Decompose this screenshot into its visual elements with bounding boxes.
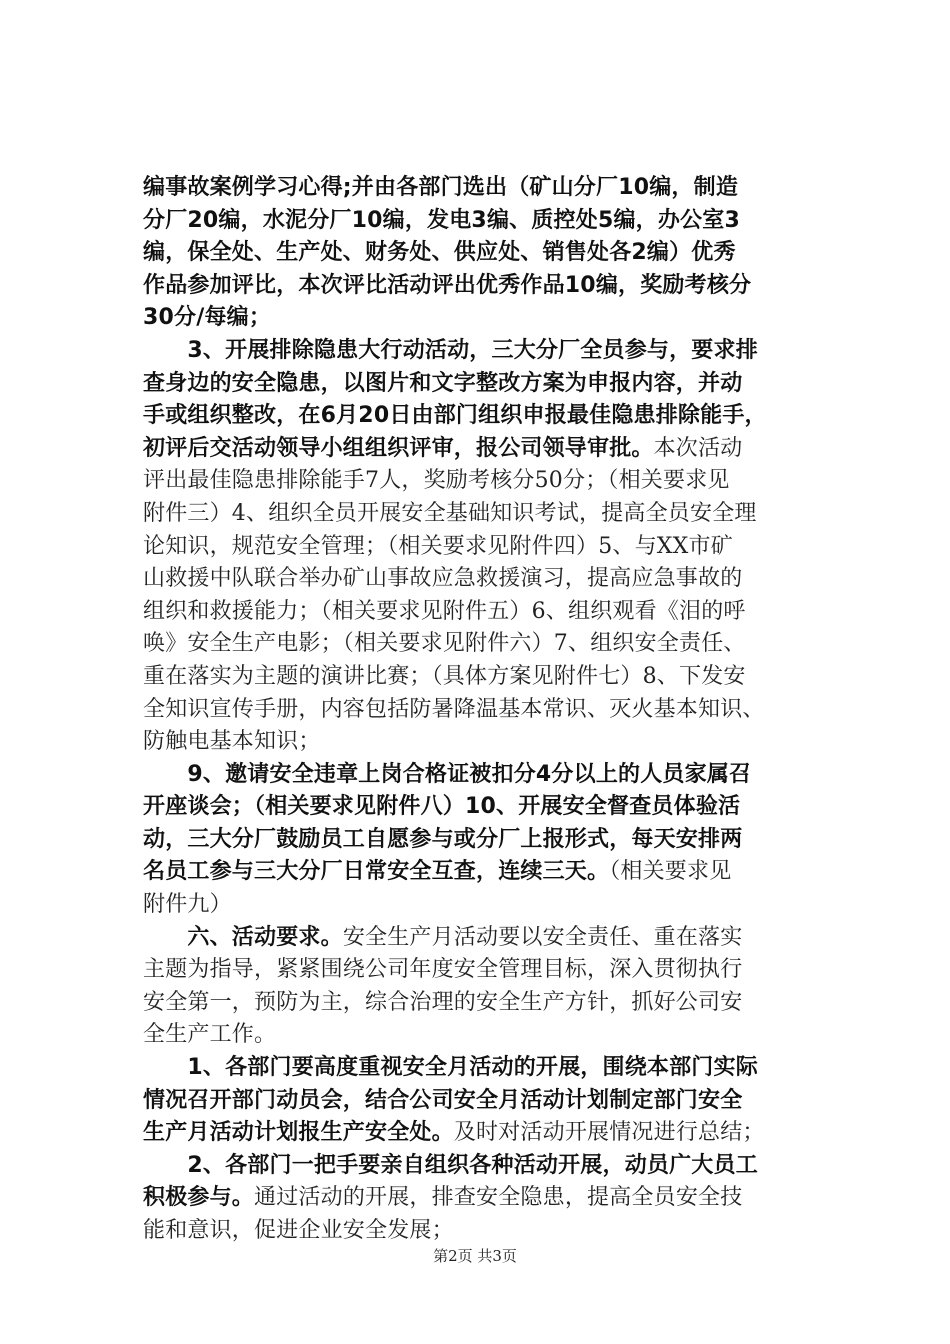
bold-segment: 情况召开部门动员会，结合公司安全月活动计划制定部门安全 bbox=[143, 1087, 743, 1113]
regular-segment: 全生产工作。 bbox=[143, 1022, 277, 1048]
text-line bbox=[143, 237, 843, 270]
text-line bbox=[143, 824, 843, 857]
regular-segment: 评出最佳隐患排除能手7人，奖励考核分50分；（相关要求见 bbox=[143, 468, 730, 494]
bold-segment: 手或组织整改，在6月20日由部门组织申报最佳隐患排除能手， bbox=[143, 403, 767, 429]
regular-segment: 防触电基本知识； bbox=[143, 729, 321, 755]
bold-segment: 查身边的安全隐患，以图片和文字整改方案为申报内容，并动 bbox=[143, 370, 743, 396]
body-text bbox=[143, 172, 843, 1248]
regular-segment: 安全生产月活动要以安全责任、重在落实 bbox=[342, 924, 743, 950]
text-line bbox=[143, 694, 843, 727]
text-line bbox=[143, 1117, 843, 1150]
text-line bbox=[143, 335, 843, 368]
bold-segment: 初评后交活动领导小组组织评审，报公司领导审批。 bbox=[143, 435, 654, 461]
regular-segment: 全知识宣传手册，内容包括防暑降温基本常识、灭火基本知识、 bbox=[143, 696, 765, 722]
bold-segment: 30分/每编； bbox=[143, 305, 272, 331]
text-line bbox=[143, 465, 843, 498]
text-line bbox=[143, 791, 843, 824]
text-line bbox=[143, 1182, 843, 1215]
text-line bbox=[143, 1215, 843, 1248]
text-line bbox=[143, 400, 843, 433]
bold-segment: 分厂20编，水泥分厂10编，发电3编、质控处5编，办公室3 bbox=[143, 207, 740, 233]
regular-segment: 能和意识，促进企业安全发展； bbox=[143, 1218, 454, 1243]
text-line bbox=[143, 987, 843, 1020]
regular-segment: 重在落实为主题的演讲比赛；（具体方案见附件七）8、下发安 bbox=[143, 663, 746, 689]
text-line bbox=[143, 661, 843, 694]
text-line bbox=[143, 531, 843, 564]
regular-segment: 及时对活动开展情况进行总结； bbox=[453, 1120, 765, 1146]
regular-segment: 唤》安全生产电影；（相关要求见附件六）7、组织安全责任、 bbox=[143, 631, 746, 657]
text-line bbox=[143, 1150, 843, 1183]
text-line bbox=[143, 433, 843, 466]
bold-segment: 编事故案例学习心得;并由各部门选出（矿山分厂10编，制造 bbox=[143, 175, 739, 200]
regular-segment: 附件三）4、组织全员开展安全基础知识考试，提高全员安全理 bbox=[143, 500, 757, 526]
text-line bbox=[143, 889, 843, 922]
bold-segment: 9、邀请安全违章上岗合格证被扣分4分以上的人员家属召 bbox=[143, 761, 752, 787]
text-line bbox=[143, 172, 843, 205]
regular-segment: 附件九） bbox=[143, 892, 232, 918]
bold-segment: 1、各部门要高度重视安全月活动的开展，围绕本部门实际 bbox=[143, 1055, 758, 1081]
text-line bbox=[143, 205, 843, 238]
regular-segment: 主题为指导，紧紧围绕公司年度安全管理目标，深入贯彻执行 bbox=[143, 957, 743, 983]
regular-segment: 山救援中队联合举办矿山事故应急救援演习，提高应急事故的 bbox=[143, 566, 743, 592]
regular-segment: 组织和救援能力；（相关要求见附件五）6、组织观看《泪的呼 bbox=[143, 598, 746, 624]
text-line bbox=[143, 1019, 843, 1052]
text-line bbox=[143, 1052, 843, 1085]
bold-segment: 六、活动要求。 bbox=[143, 924, 343, 950]
text-line bbox=[143, 270, 843, 303]
text-line bbox=[143, 922, 843, 955]
text-line bbox=[143, 563, 843, 596]
text-line bbox=[143, 596, 843, 629]
regular-segment: 本次活动 bbox=[653, 435, 743, 461]
text-line bbox=[143, 302, 843, 335]
page-footer: 第2页 共3页 bbox=[433, 1247, 517, 1265]
bold-segment: 作品参加评比，本次评比活动评出优秀作品10编，奖励考核分 bbox=[143, 272, 752, 298]
text-line bbox=[143, 628, 843, 661]
text-line bbox=[143, 498, 843, 531]
text-line bbox=[143, 1085, 843, 1118]
bold-segment: 开座谈会；（相关要求见附件八）10、开展安全督查员体验活 bbox=[143, 794, 741, 820]
regular-segment: （相关要求见 bbox=[609, 859, 732, 885]
text-line bbox=[143, 368, 843, 401]
text-line bbox=[143, 759, 843, 792]
regular-segment: 论知识，规范安全管理；（相关要求见附件四）5、与XX市矿 bbox=[143, 533, 733, 559]
bold-segment: 积极参与。 bbox=[143, 1185, 255, 1211]
text-line bbox=[143, 856, 843, 889]
regular-segment: 通过活动的开展，排查安全隐患，提高全员安全技 bbox=[254, 1185, 743, 1211]
text-line bbox=[143, 726, 843, 759]
bold-segment: 生产月活动计划报生产安全处。 bbox=[143, 1120, 454, 1146]
regular-segment: 安全第一，预防为主，综合治理的安全生产方针，抓好公司安 bbox=[143, 989, 743, 1015]
bold-segment: 动，三大分厂鼓励员工自愿参与或分厂上报形式，每天安排两 bbox=[143, 826, 743, 852]
bold-segment: 名员工参与三大分厂日常安全互查，连续三天。 bbox=[143, 859, 610, 885]
bold-segment: 3、开展排除隐患大行动活动，三大分厂全员参与，要求排 bbox=[143, 337, 758, 363]
bold-segment: 编，保全处、生产处、财务处、供应处、销售处各2编）优秀 bbox=[143, 240, 736, 266]
bold-segment: 2、各部门一把手要亲自组织各种活动开展，动员广大员工 bbox=[143, 1152, 758, 1178]
text-line bbox=[143, 954, 843, 987]
